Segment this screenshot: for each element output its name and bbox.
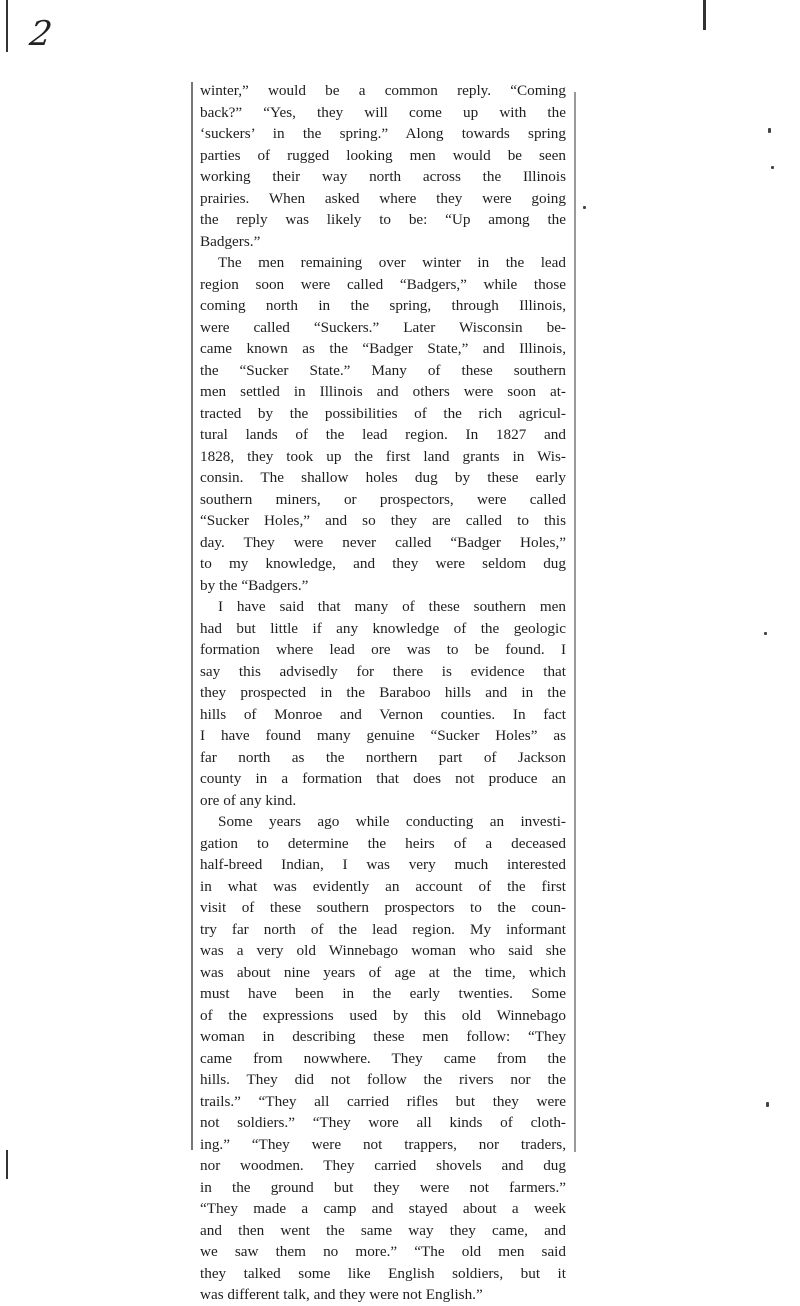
text-line: the “Sucker State.” Many of these southern: [200, 361, 566, 379]
text-line: county in a formation that does not produce an: [200, 770, 566, 787]
text-line: half-breed Indian, I was very much interested: [200, 856, 566, 873]
text-line: 1828, they took up the first land grants in Wis-: [200, 447, 566, 465]
text-line: had but little if any knowledge of the geologic: [200, 619, 566, 637]
text-line: consin. The shallow holes dug by these early: [200, 469, 566, 486]
article-paragraph: [200, 252, 566, 596]
text-line: far north as the northern part of Jackson: [200, 748, 566, 766]
text-line: say this advisedly for there is evidence that: [200, 662, 566, 680]
text-line: ore of any kind.: [200, 791, 297, 809]
text-line: working their way north across the Illinois: [200, 168, 566, 185]
text-line: tracted by the possibilities of the rich agricul-: [200, 404, 566, 422]
text-line: winter,” would be a common reply. “Coming: [200, 82, 566, 99]
text-line: men settled in Illinois and others were soon at-: [200, 383, 566, 400]
text-line: Badgers.”: [200, 232, 261, 250]
text-line: “They made a camp and stayed about a week: [200, 1200, 566, 1217]
margin-speck: [766, 1102, 769, 1107]
text-line: gation to determine the heirs of a deceased: [200, 834, 566, 852]
text-line: “Sucker Holes,” and so they are called to this: [200, 512, 566, 529]
text-line: trails.” “They all carried rifles but they were: [200, 1092, 566, 1110]
text-line: of the expressions used by this old Winnebago: [200, 1006, 566, 1024]
text-line: ing.” “They were not trappers, nor traders,: [200, 1135, 566, 1153]
text-line: to my knowledge, and they were seldom dug: [200, 555, 566, 572]
text-line: must have been in the early twenties. Some: [200, 985, 566, 1002]
text-line: they talked some like English soldiers, but it: [200, 1264, 566, 1282]
right-edge-mark: [703, 0, 706, 30]
text-line: prairies. When asked where they were going: [200, 189, 566, 207]
margin-speck: [764, 632, 767, 635]
text-line: Some years ago while conducting an investi-: [218, 813, 566, 830]
handwritten-page-number: 2: [27, 14, 55, 54]
left-edge-mark: [6, 0, 8, 52]
left-edge-mark-bottom: [6, 1150, 8, 1179]
text-line: were called “Suckers.” Later Wisconsin be-: [200, 318, 566, 336]
text-line: southern miners, or prospectors, were called: [200, 490, 566, 508]
article-paragraph: [200, 80, 566, 252]
text-line: and then went the same way they came, and: [200, 1221, 566, 1239]
text-line: formation where lead ore was to be found. I: [200, 641, 566, 658]
text-line: try far north of the lead region. My informant: [200, 920, 566, 938]
text-line: region soon were called “Badgers,” while those: [200, 275, 566, 293]
text-line: I have said that many of these southern men: [218, 598, 566, 615]
text-line: back?” “Yes, they will come up with the: [200, 103, 566, 121]
text-line: came known as the “Badger State,” and Illinois,: [200, 340, 566, 357]
text-line: in what was evidently an account of the first: [200, 877, 566, 895]
column-rule-left: [191, 82, 193, 1150]
text-line: day. They were never called “Badger Holes,”: [200, 533, 566, 551]
text-line: tural lands of the lead region. In 1827 and: [200, 426, 566, 443]
text-line: hills of Monroe and Vernon counties. In fact: [200, 705, 566, 723]
text-line: hills. They did not follow the rivers nor the: [200, 1071, 566, 1088]
text-line: visit of these southern prospectors to the coun-: [200, 899, 566, 916]
article-paragraph: [200, 596, 566, 811]
text-line: parties of rugged looking men would be seen: [200, 146, 566, 164]
article-column: [200, 80, 566, 1306]
text-line: woman in describing these men follow: “They: [200, 1028, 566, 1045]
text-line: was a very old Winnebago woman who said she: [200, 942, 566, 959]
text-line: The men remaining over winter in the lead: [218, 254, 566, 271]
text-line: ‘suckers’ in the spring.” Along towards spring: [200, 125, 566, 142]
text-line: not soldiers.” “They wore all kinds of cloth-: [200, 1114, 566, 1131]
text-line: by the “Badgers.”: [200, 576, 309, 594]
text-line: in the ground but they were not farmers.”: [200, 1178, 566, 1196]
text-line: came from nowwhere. They came from the: [200, 1049, 566, 1067]
text-line: coming north in the spring, through Illinois,: [200, 297, 566, 314]
text-line: we saw them no more.” “The old men said: [200, 1243, 566, 1260]
text-line: I have found many genuine “Sucker Holes” as: [200, 727, 566, 744]
margin-speck: [583, 206, 586, 209]
text-line: was about nine years of age at the time, which: [200, 963, 566, 981]
text-line: the reply was likely to be: “Up among the: [200, 211, 566, 228]
text-line: they prospected in the Baraboo hills and in the: [200, 684, 566, 701]
article-paragraph: [200, 811, 566, 1306]
text-line: nor woodmen. They carried shovels and dug: [200, 1157, 566, 1174]
column-rule-right: [574, 92, 576, 1152]
text-line: was different talk, and they were not English.”: [200, 1286, 483, 1303]
margin-speck: [768, 128, 771, 133]
margin-speck: [771, 166, 774, 169]
